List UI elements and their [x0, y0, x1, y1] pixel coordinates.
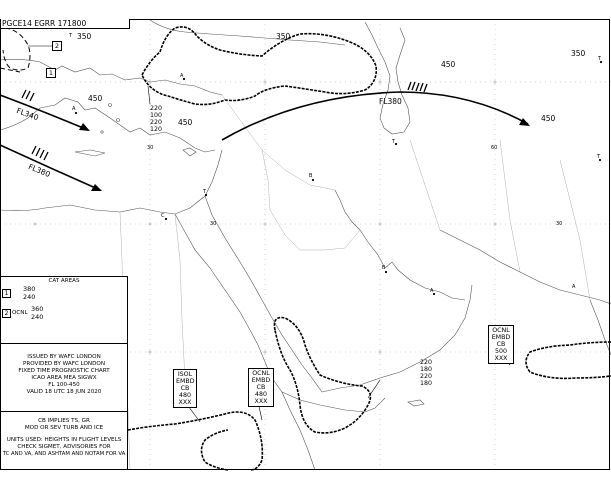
cat-area-box: 2: [52, 41, 62, 51]
issuer-line: FL 100-450: [48, 382, 80, 388]
cat-area-1: [3, 28, 30, 70]
issuer-line: ICAO AREA MEA SIGWX: [31, 375, 97, 381]
cb-boundary-east-africa: [274, 318, 370, 433]
chart-header: PGCE14 EGRR 171800: [1, 19, 130, 29]
issuer-line: PROVIDED BY WAFC LONDON: [22, 361, 106, 367]
pressure-mark: B: [309, 173, 313, 179]
issuer-line: ISSUED BY WAFC LONDON: [27, 354, 101, 360]
jet-fl-label: FL340: [15, 106, 40, 123]
cat-area-note: OCNL: [12, 310, 28, 316]
cat-areas-panel: [0, 276, 128, 344]
cb-label-yemen: 220 180 220 180: [419, 359, 432, 387]
cat-area-bottom: 240: [23, 293, 36, 301]
notes-line: TC AND VA, AND ASHTAM AND NOTAM FOR VA: [2, 451, 126, 457]
issuer-panel: [0, 343, 128, 412]
tropopause-mark: T: [203, 189, 207, 195]
borders: [120, 95, 590, 470]
jet-stream-2: [0, 145, 100, 190]
cat-area-top: 360: [31, 305, 44, 313]
tropopause-label: 450: [541, 114, 556, 123]
jet-fl-label: FL380: [27, 162, 52, 179]
notes-panel: [0, 411, 128, 470]
cb-box-sudan-isol: ISOL EMBD CB 480 XXX: [173, 369, 197, 408]
tropopause-mark: T: [598, 56, 602, 62]
cat-areas: [0, 28, 30, 72]
pressure-mark: A: [430, 288, 434, 294]
notes-line: CHECK SIGMET, ADVISORIES FOR: [17, 444, 111, 450]
issuer-line: VALID 18 UTC 18 JUN 2020: [26, 389, 102, 395]
cb-boundary-sudan: [128, 412, 262, 470]
cat-area-id: 2: [2, 309, 11, 318]
tropopause-label: 350: [77, 32, 92, 41]
cb-boundary-arabian-sea: [526, 342, 611, 378]
notes-line: MOD OR SEV TURB AND ICE: [24, 425, 104, 431]
tropopause-label: 450: [178, 118, 193, 127]
pressure-mark: A: [180, 73, 184, 79]
jet-fl-label: FL380: [379, 97, 402, 106]
notes-line: CB IMPLIES TS, GR: [38, 418, 90, 424]
tropopause-mark: T: [69, 33, 73, 39]
cat-areas-title: CAT AREAS: [48, 278, 80, 284]
grid-label: 30: [556, 221, 563, 227]
cat-area-top: 380: [23, 285, 36, 293]
grid-label: 60: [491, 145, 498, 151]
grid-label: 30: [147, 145, 154, 151]
grid-label: 30: [210, 221, 217, 227]
pressure-mark: C: [161, 213, 165, 219]
pressure-mark: A: [572, 284, 576, 290]
notes-line: UNITS USED: HEIGHTS IN FLIGHT LEVELS: [6, 437, 122, 443]
cb-box-arabian-sea: OCNL EMBD CB 500 XXX: [488, 325, 514, 364]
tropopause-label: 450: [88, 94, 103, 103]
jet-streams: [0, 92, 528, 190]
issuer-line: FIXED TIME PROGNOSTIC CHART: [18, 368, 110, 374]
tropopause-label: 350: [276, 32, 291, 41]
tropopause-mark: T: [392, 139, 396, 145]
cat-area-bottom: 240: [31, 313, 44, 321]
cat-area-box: 1: [46, 68, 56, 78]
cat-area-id: 1: [2, 289, 11, 298]
tropopause-label: 350: [571, 49, 586, 58]
jet-stream-1: [0, 95, 88, 130]
cb-label-north-turkey: 220 100 220 120: [149, 105, 162, 133]
jet-stream-3: [222, 92, 528, 140]
cb-boundary-north: [142, 27, 376, 105]
pressure-mark: A: [72, 106, 76, 112]
tropopause-mark: T: [597, 154, 601, 160]
cb-box-sudan-ocnl: OCNL EMBD CB 480 XXX: [248, 368, 274, 407]
pressure-mark: B: [382, 265, 386, 271]
tropopause-label: 450: [441, 60, 456, 69]
markers: [75, 61, 602, 295]
